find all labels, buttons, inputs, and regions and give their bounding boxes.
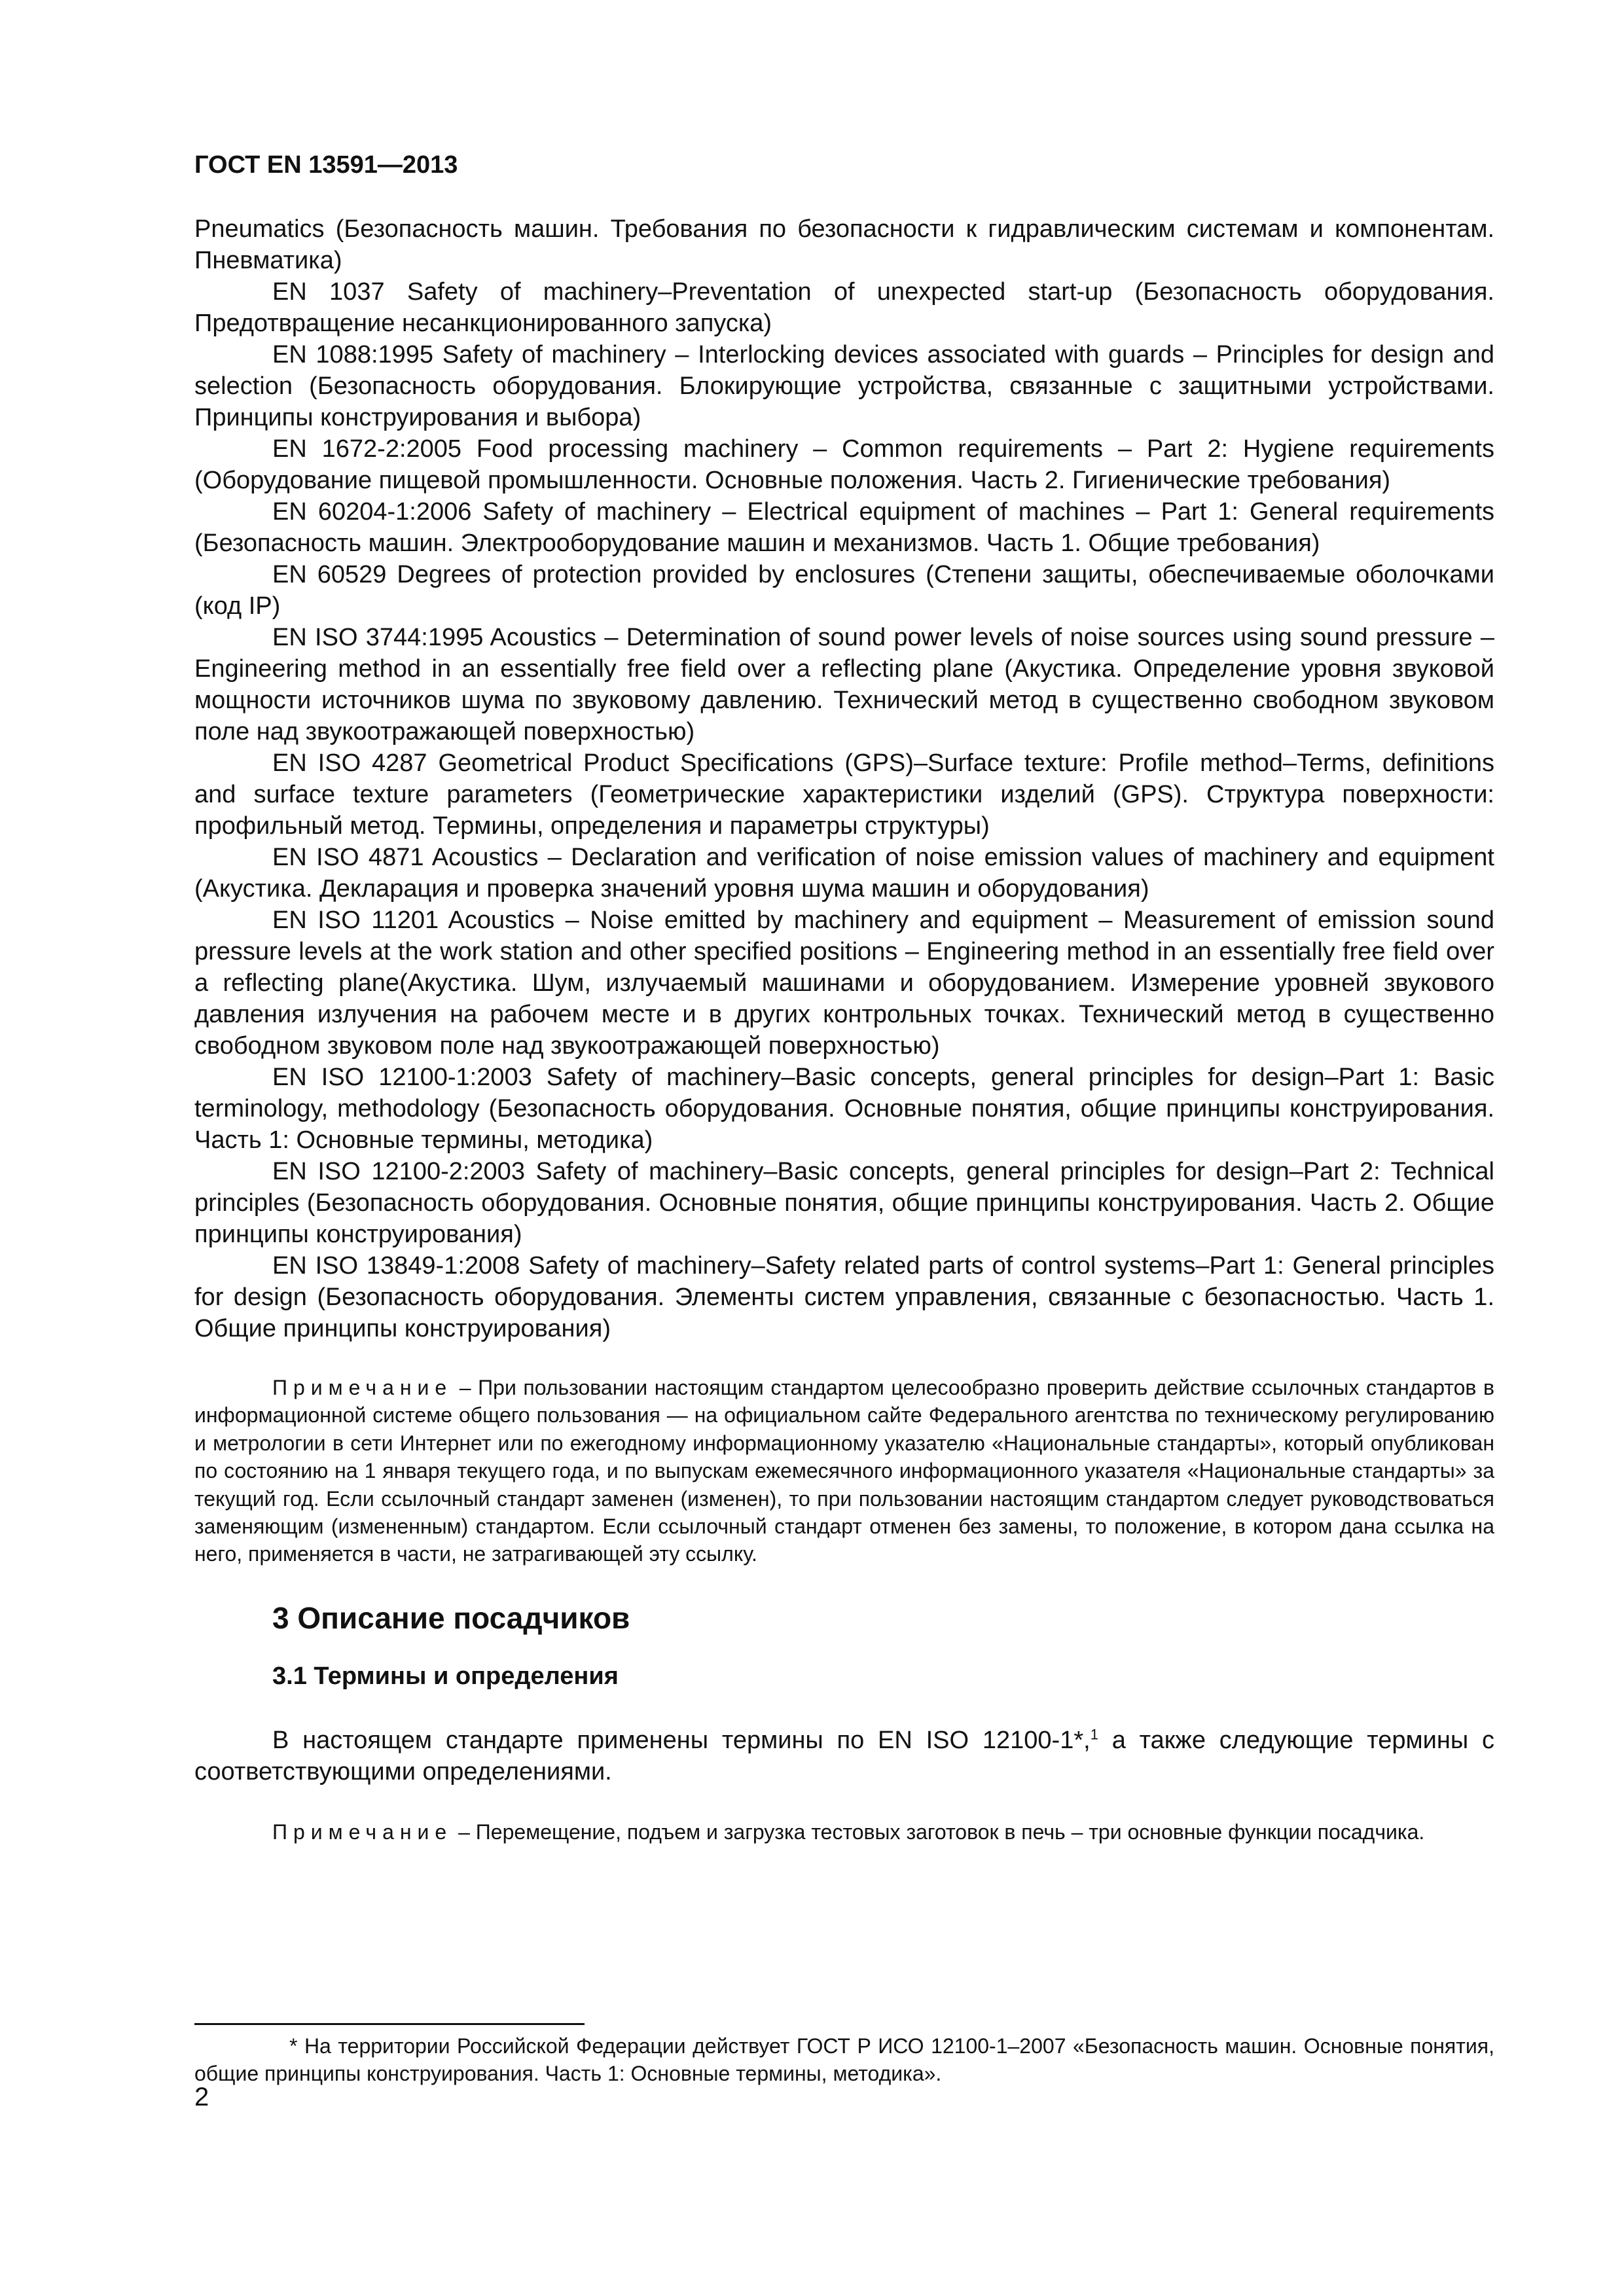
reference-item: EN ISO 4871 Acoustics – Declaration and verification of noise emission values of machinery and equipment (Акустика. Декларация и проверка значений уровня шума машин и оборудования) [194, 844, 1494, 903]
document-page [194, 151, 1494, 1846]
page-number: 2 [194, 2083, 209, 2111]
reference-item: EN 1088:1995 Safety of machinery – Interlocking devices associated with guards – Principles for design and selection (Безопасность оборудования. Блокирующие устройства, связанные с защитными устройствами. Принципы конструирования и выбора) [194, 341, 1494, 431]
footnote: * На территории Российской Федерации действует ГОСТ Р ИСО 12100-1–2007 «Безопасность машин. Основные понятия, общие принципы конструирования. Часть 1: Основные термины, методика». [194, 2034, 1494, 2085]
note-text: – При пользовании настоящим стандартом целесообразно проверить действие ссылочных стандартов в информационной системе общего пользования — на официальном сайте Федерального агентства по техническому регулированию и метрологии в сети Интернет или по ежегодному информационному указателю «Национальные стандарты», который опубликован по состоянию на 1 января текущего года, и по выпускам ежемесячного информационного указателя «Национальные стандарты» за текущий год. Если ссылочный стандарт заменен (изменен), то при пользовании настоящим стандартом следует руководствоваться заменяющим (измененным) стандартом. Если ссылочный стандарт отменен без замены, то положение, в котором дана ссылка на него, применяется в части, не затрагивающей эту ссылку. [194, 1376, 1494, 1566]
note-text: – Перемещение, подъем и загрузка тестовых заготовок в печь – три основные функции посадчика. [452, 1820, 1425, 1844]
reference-item: EN 60204-1:2006 Safety of machinery – Electrical equipment of machines – Part 1: General requirements (Безопасность машин. Электрооборудование машин и механизмов. Часть 1. Общие требования) [194, 498, 1494, 557]
document-header: ГОСТ EN 13591—2013 [194, 151, 458, 179]
footnote-divider [194, 2023, 585, 2025]
note-paragraph-2 [194, 1818, 1494, 1846]
reference-item: EN 1672-2:2005 Food processing machinery – Common requirements – Part 2: Hygiene requirements (Оборудование пищевой промышленности. Основные положения. Часть 2. Гигиенические требования) [194, 435, 1494, 494]
reference-item: EN ISO 12100-2:2003 Safety of machinery–Basic concepts, general principles for design–Part 2: Technical principles (Безопасность оборудования. Основные понятия, общие принципы конструирования. Часть 2. Общие принципы конструирования) [194, 1158, 1494, 1248]
intro-text-end: а также следующие термины с соответствующими определениями. [194, 1726, 1494, 1785]
reference-item: EN ISO 13849-1:2008 Safety of machinery–Safety related parts of control systems–Part 1: General principles for design (Безопасность оборудования. Элементы систем управления, связанные с безопасностью. Часть 1. Общие принципы конструирования) [194, 1252, 1494, 1342]
footnote-marker: 1 [1090, 1726, 1098, 1743]
reference-item: Pneumatics (Безопасность машин. Требования по безопасности к гидравлическим системам и компонентам. Пневматика) [194, 215, 1494, 274]
note-label: Примечание [272, 1376, 453, 1399]
intro-text-start: В настоящем стандарте применены термины по EN ISO 12100-1*, [272, 1726, 1091, 1754]
note-paragraph [194, 1374, 1494, 1568]
subsection-title: 3.1 Термины и определения [272, 1662, 619, 1690]
reference-item: EN 1037 Safety of machinery–Preventation of unexpected start-up (Безопасность оборудования. Предотвращение несанкционированного запуска) [194, 278, 1494, 337]
section-title: 3 Описание посадчиков [272, 1600, 630, 1635]
reference-item: EN ISO 12100-1:2003 Safety of machinery–Basic concepts, general principles for design–Part 1: Basic terminology, methodology (Безопасность оборудования. Основные понятия, общие принципы конструирования. Часть 1: Основные термины, методика) [194, 1064, 1494, 1154]
reference-item: EN ISO 3744:1995 Acoustics – Determination of sound power levels of noise sources using sound pressure – Engineering method in an essentially free field over a reflecting plane (Акустика. Определение уровня звуковой мощности источников шума по звуковому давлению. Технический метод в существенно свободном звуковом поле над звукоотражающей поверхностью) [194, 624, 1494, 745]
note-label: Примечание [272, 1820, 453, 1844]
intro-paragraph [194, 1725, 1494, 1787]
reference-item: EN 60529 Degrees of protection provided by enclosures (Степени защиты, обеспечиваемые оболочками (код IP) [194, 561, 1494, 620]
reference-item: EN ISO 11201 Acoustics – Noise emitted by machinery and equipment – Measurement of emission sound pressure levels at the work station and other specified positions – Engineering method in an essentially free field over a reflecting plane(Акустика. Шум, излучаемый машинами и оборудованием. Измерение уровней звукового давления излучения на рабочем месте и в других контрольных точках. Технический метод в существенно свободном звуковом поле над звукоотражающей поверхностью) [194, 906, 1494, 1060]
reference-item: EN ISO 4287 Geometrical Product Specifications (GPS)–Surface texture: Profile method–Terms, definitions and surface texture parameters (Геометрические характеристики изделий (GPS). Структура поверхности: профильный метод. Термины, определения и параметры структуры) [194, 749, 1494, 840]
normative-references-list [194, 213, 1494, 1344]
